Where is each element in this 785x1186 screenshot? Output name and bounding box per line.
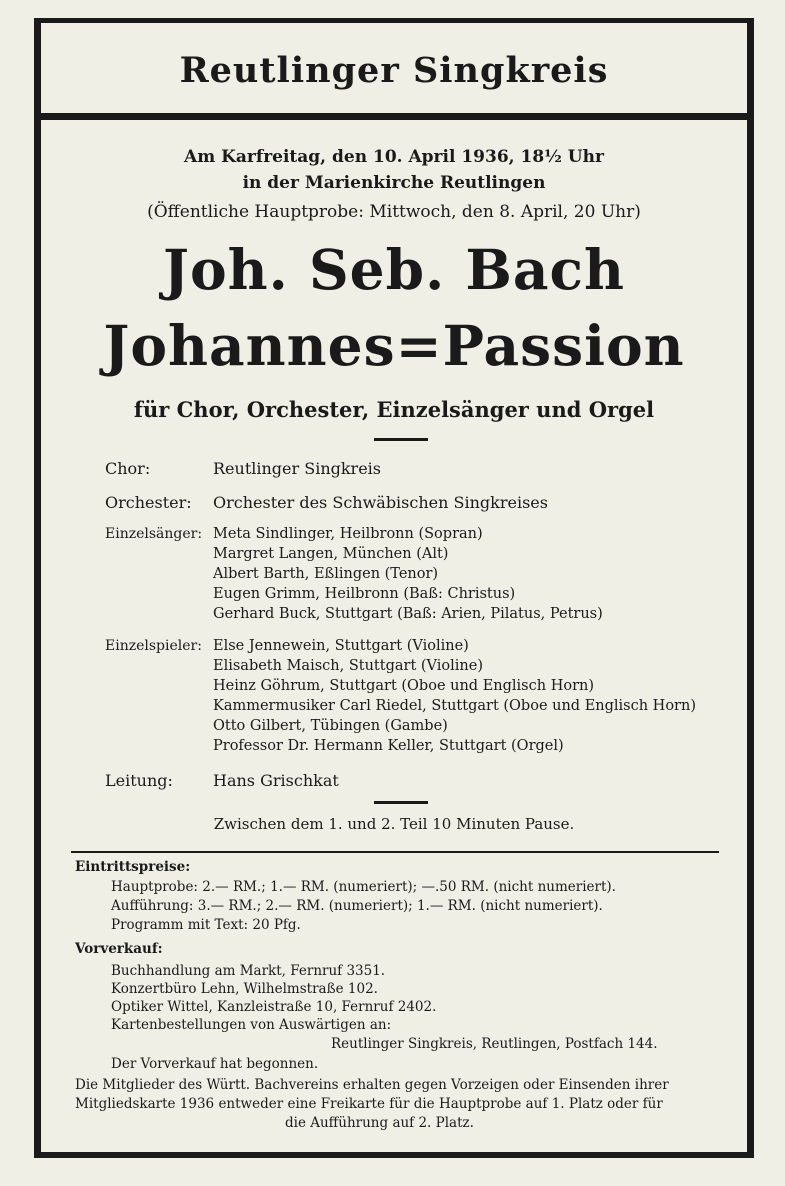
spieler-item: Professor Dr. Hermann Keller, Stuttgart (Orgel) xyxy=(213,738,564,754)
leitung-value: Hans Grischkat xyxy=(213,771,339,790)
pause-note: Zwischen dem 1. und 2. Teil 10 Minuten Pause. xyxy=(213,815,575,833)
members-note-line: die Aufführung auf 2. Platz. xyxy=(285,1115,474,1131)
saenger-label: Einzelsänger: xyxy=(105,526,203,542)
price-line: Programm mit Text: 20 Pfg. xyxy=(111,917,301,933)
saenger-item: Meta Sindlinger, Heilbronn (Sopran) xyxy=(213,526,483,542)
spieler-label: Einzelspieler: xyxy=(105,638,202,654)
presale-line: Kartenbestellungen von Auswärtigen an: xyxy=(111,1017,392,1033)
spieler-item: Elisabeth Maisch, Stuttgart (Violine) xyxy=(213,658,483,674)
presale-line: Konzertbüro Lehn, Wilhelmstraße 102. xyxy=(111,981,378,997)
presale-heading: Vorverkauf: xyxy=(75,941,163,957)
prices-heading: Eintrittspreise: xyxy=(75,859,191,875)
spieler-item: Else Jennewein, Stuttgart (Violine) xyxy=(213,638,469,654)
spieler-item: Heinz Göhrum, Stuttgart (Oboe und Englisch Horn) xyxy=(213,678,594,694)
event-rehearsal-line: (Öffentliche Hauptprobe: Mittwoch, den 8. April, 20 Uhr) xyxy=(147,202,641,222)
spieler-item: Kammermusiker Carl Riedel, Stuttgart (Oboe und Englisch Horn) xyxy=(213,698,696,714)
members-note-line: Die Mitglieder des Württ. Bachvereins erhalten gegen Vorzeigen oder Einsenden ihrer xyxy=(75,1077,669,1093)
presale-line: Optiker Wittel, Kanzleistraße 10, Fernruf 2402. xyxy=(111,999,437,1015)
divider-short xyxy=(374,438,428,441)
outer-frame xyxy=(34,18,754,1158)
chor-label: Chor: xyxy=(105,459,151,478)
presale-line: Buchhandlung am Markt, Fernruf 3351. xyxy=(111,963,386,979)
divider-short xyxy=(374,801,428,804)
orchester-value: Orchester des Schwäbischen Singkreises xyxy=(213,493,548,512)
saenger-item: Gerhard Buck, Stuttgart (Baß: Arien, Pilatus, Petrus) xyxy=(213,606,603,622)
header-box xyxy=(41,23,747,120)
event-date-line: Am Karfreitag, den 10. April 1936, 18½ Uhr xyxy=(184,147,604,167)
spieler-item: Otto Gilbert, Tübingen (Gambe) xyxy=(213,718,448,734)
saenger-item: Margret Langen, München (Alt) xyxy=(213,546,449,562)
saenger-item: Eugen Grimm, Heilbronn (Baß: Christus) xyxy=(213,586,516,602)
members-note-line: Mitgliedskarte 1936 entweder eine Freikarte für die Hauptprobe auf 1. Platz oder für xyxy=(75,1096,663,1112)
presale-started: Der Vorverkauf hat begonnen. xyxy=(111,1056,319,1072)
chor-value: Reutlinger Singkreis xyxy=(213,459,381,478)
saenger-item: Albert Barth, Eßlingen (Tenor) xyxy=(213,566,439,582)
price-line: Hauptprobe: 2.— RM.; 1.— RM. (numeriert); —.50 RM. (nicht numeriert). xyxy=(111,879,616,895)
leitung-label: Leitung: xyxy=(105,771,173,790)
header-title: Reutlinger Singkreis xyxy=(179,49,609,91)
work-title: Johannes=Passion xyxy=(103,313,685,378)
work-scoring: für Chor, Orchester, Einzelsänger und Orgel xyxy=(133,397,655,422)
divider-full xyxy=(71,851,719,853)
event-venue-line: in der Marienkirche Reutlingen xyxy=(242,173,546,193)
orchester-label: Orchester: xyxy=(105,493,192,512)
presale-address: Reutlinger Singkreis, Reutlingen, Postfach 144. xyxy=(331,1036,658,1052)
price-line: Aufführung: 3.— RM.; 2.— RM. (numeriert); 1.— RM. (nicht numeriert). xyxy=(111,898,603,914)
composer-name: Joh. Seb. Bach xyxy=(162,237,626,302)
